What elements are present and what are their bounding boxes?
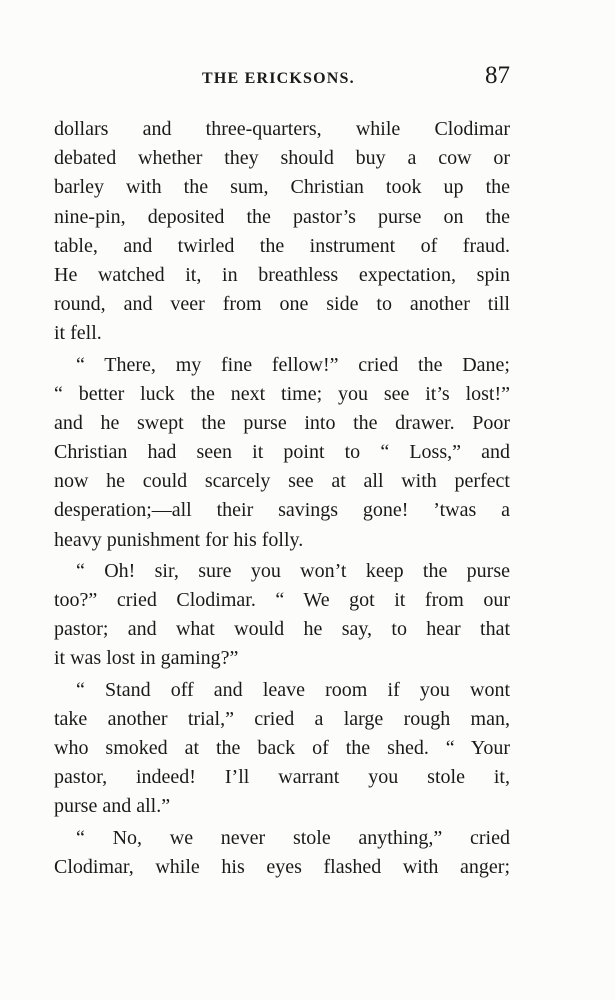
- text-line: now he could scarcely see at all with perfect: [54, 470, 510, 493]
- paragraph: [54, 351, 510, 555]
- text-line: “ better luck the next time; you see it’s lost!”: [54, 382, 510, 405]
- text-line: pastor; and what would he say, to hear that: [54, 618, 510, 641]
- running-title: THE ERICKSONS.: [202, 70, 355, 87]
- text-line: desperation;—all their savings gone! ’twas a: [54, 499, 510, 522]
- text-line: table, and twirled the instrument of fraud.: [54, 234, 510, 257]
- text-line: pastor, indeed! I’ll warrant you stole it,: [54, 766, 510, 789]
- text-line: Clodimar, while his eyes flashed with anger;: [54, 855, 510, 878]
- text-line: dollars and three-quarters, while Clodimar: [54, 118, 510, 140]
- text-line: heavy punishment for his folly.: [54, 528, 304, 551]
- text-line: purse and all.”: [54, 795, 171, 818]
- page-number: 87: [485, 62, 510, 89]
- paragraph: [54, 824, 510, 882]
- text-line: and he swept the purse into the drawer. Poor: [54, 411, 510, 434]
- text-line: Christian had seen it point to “ Loss,” and: [54, 441, 510, 464]
- text-line: debated whether they should buy a cow or: [54, 147, 510, 170]
- text-line: nine-pin, deposited the pastor’s purse on the: [54, 205, 510, 228]
- text-line: too?” cried Clodimar. “ We got it from our: [54, 589, 510, 611]
- text-line: who smoked at the back of the shed. “ Your: [54, 736, 510, 759]
- body-text: [54, 115, 510, 882]
- text-line: “ No, we never stole anything,” cried: [76, 826, 510, 849]
- text-line: it was lost in gaming?”: [54, 647, 239, 670]
- text-line: “ There, my fine fellow!” cried the Dane;: [76, 353, 510, 376]
- text-line: He watched it, in breathless expectation, spin: [54, 263, 510, 286]
- text-line: round, and veer from one side to another till: [54, 293, 510, 316]
- text-line: it fell.: [54, 322, 102, 345]
- paragraph: [54, 557, 510, 674]
- text-line: take another trial,” cried a large rough man,: [54, 707, 510, 730]
- running-head: [54, 62, 510, 94]
- paragraph: [54, 676, 510, 822]
- text-line: “ Oh! sir, sure you won’t keep the purse: [76, 559, 510, 582]
- text-line: barley with the sum, Christian took up the: [54, 176, 510, 199]
- paragraph: [54, 115, 510, 349]
- text-line: “ Stand off and leave room if you wont: [76, 678, 510, 701]
